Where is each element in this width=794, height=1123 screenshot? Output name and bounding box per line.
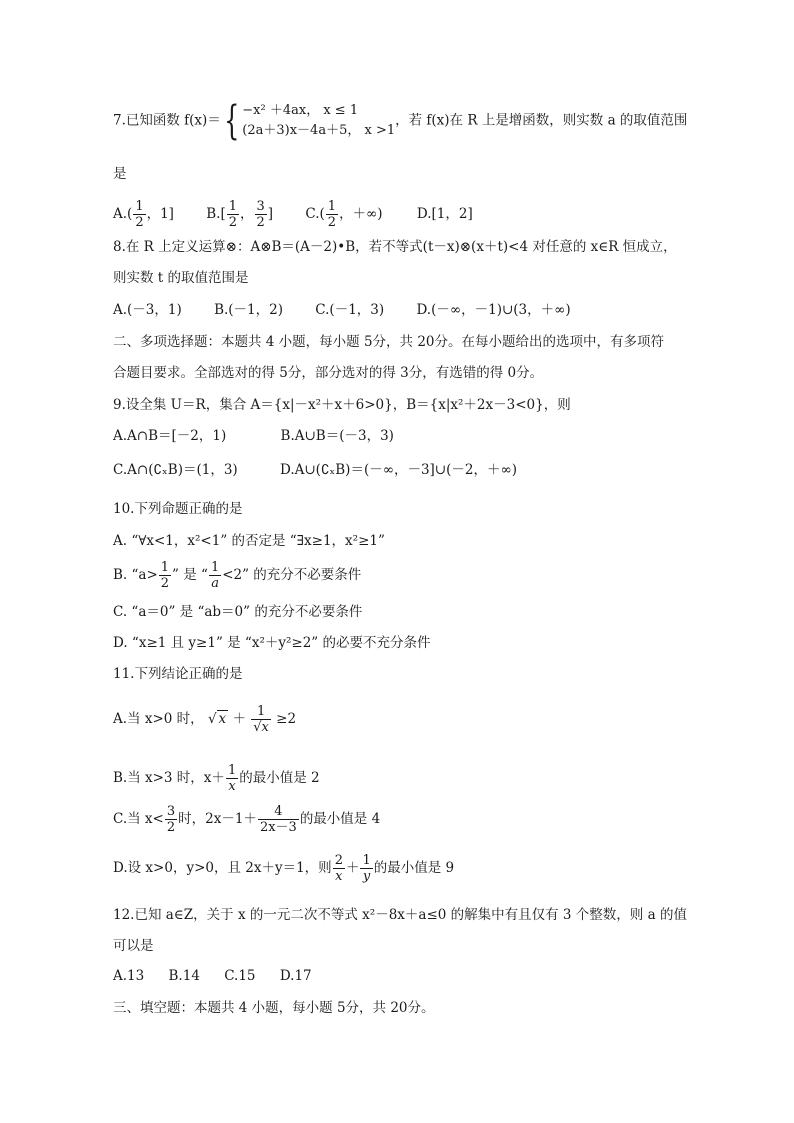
section2-heading-2: 合题目要求。全部选对的得 5分，部分选对的得 3分，有选错的得 0分。	[113, 365, 544, 381]
q7-case1: −x² ＋4ax， x ≤ 1	[242, 103, 359, 118]
q7-piecewise	[242, 101, 395, 141]
q9-options-row1	[113, 427, 394, 445]
q12-option-d: D.17	[279, 968, 312, 984]
q7-options	[113, 199, 473, 230]
q7-option-a: A.( $\frac{1}{2}$ ，1]	[113, 199, 174, 230]
q8-option-a: A.(－3，1)	[113, 302, 182, 318]
q9-options-row2	[113, 461, 517, 479]
q8-option-b: B.(－1，2)	[214, 302, 283, 318]
q8-option-d: D.(－∞，－1)∪(3，＋∞)	[416, 302, 571, 318]
q9-stem: 9.设全集 U＝R，集合 A＝{x|－x²＋x＋6>0}，B＝{x|x²＋2x－3<0}，则	[113, 397, 571, 413]
q11-option-b: B.当 x>3 时，x＋ $\frac{1}{x}$ 的最小值是 2	[113, 763, 320, 794]
q11-option-a: A.当 x>0 时， √ x ＋ $\frac{1}{√x}$ ≥2	[113, 704, 297, 735]
q10-stem: 10.下列命题正确的是	[113, 501, 243, 517]
q7-case2: (2a＋3)x－4a＋5， x >1	[242, 123, 396, 138]
q7-option-b: B.[ $\frac{1}{2}$ ， $\frac{3}{2}$ ]	[206, 199, 274, 230]
q9-option-d: D.A∪(∁ₓB)＝(－∞，－3]∪(－2，＋∞)	[279, 462, 517, 478]
q12-options	[113, 967, 312, 985]
q11-option-c: C.当 x< $\frac{3}{2}$ 时，2x－1＋ $\frac{4}{2x-3}$ 的最小值是 4	[113, 804, 381, 835]
q12-option-c: C.15	[224, 968, 256, 984]
q9-option-b: B.A∪B＝(－3，3)	[280, 428, 394, 444]
section2-heading: 二、多项选择题：本题共 4 小题，每小题 5分，共 20分。在每小题给出的选项中，有多项符	[113, 334, 665, 350]
q9-option-a: A.A∩B＝[－2，1)	[113, 428, 227, 444]
q10-option-b: B. “a> $\frac{1}{2}$ ” 是 “ $\frac{1}{a}$ <2” 的充分不必要条件	[113, 560, 362, 591]
q7-option-c: C.( $\frac{1}{2}$ ，＋∞)	[305, 199, 383, 230]
q9-option-c: C.A∩(∁ₓB)＝(1，3)	[113, 462, 238, 478]
q12-option-b: B.14	[168, 968, 200, 984]
q10-option-d: D. “x≥1 且 y≥1” 是 “x²＋y²≥2” 的必要不充分条件	[113, 635, 431, 651]
q7-stem	[113, 98, 688, 144]
q7-brace: {	[223, 98, 240, 144]
q8-options	[113, 301, 571, 319]
q11-stem: 11.下列结论正确的是	[113, 666, 243, 682]
q12-option-a: A.13	[113, 968, 145, 984]
q8-option-c: C.(－1，3)	[315, 302, 385, 318]
q10-option-c: C. “a＝0” 是 “ab＝0” 的充分不必要条件	[113, 604, 363, 620]
q12-stem: 12.已知 a∈Z，关于 x 的一元二次不等式 x²－8x＋a≤0 的解集中有且仅有 3 个整数，则 a 的值	[113, 907, 687, 923]
section3-heading: 三、填空题：本题共 4 小题，每小题 5分，共 20分。	[113, 1000, 435, 1016]
q7-prefix: 7.已知函数 f(x)＝	[113, 112, 221, 129]
q7-option-d: D.[1，2]	[416, 206, 473, 222]
q8-stem: 8.在 R 上定义运算⊗：A⊗B＝(A－2)•B，若不等式(t－x)⊗(x＋t)<4 对任意的 x∈R 恒成立，	[113, 239, 677, 255]
q11-option-d: D.设 x>0，y>0，且 2x＋y＝1，则 $\frac{2}{x}$ ＋ $\frac{1}{y}$ 的最小值是 9	[113, 853, 455, 884]
q12-stem-2: 可以是	[113, 938, 154, 954]
q7-suffix: ，若 f(x)在 R 上是增函数，则实数 a 的取值范围	[395, 112, 688, 129]
q7-continuation: 是	[113, 166, 127, 182]
q8-stem-2: 则实数 t 的取值范围是	[113, 270, 249, 286]
q10-option-a: A. “∀x<1，x²<1” 的否定是 “∃x≥1，x²≥1”	[113, 533, 385, 549]
